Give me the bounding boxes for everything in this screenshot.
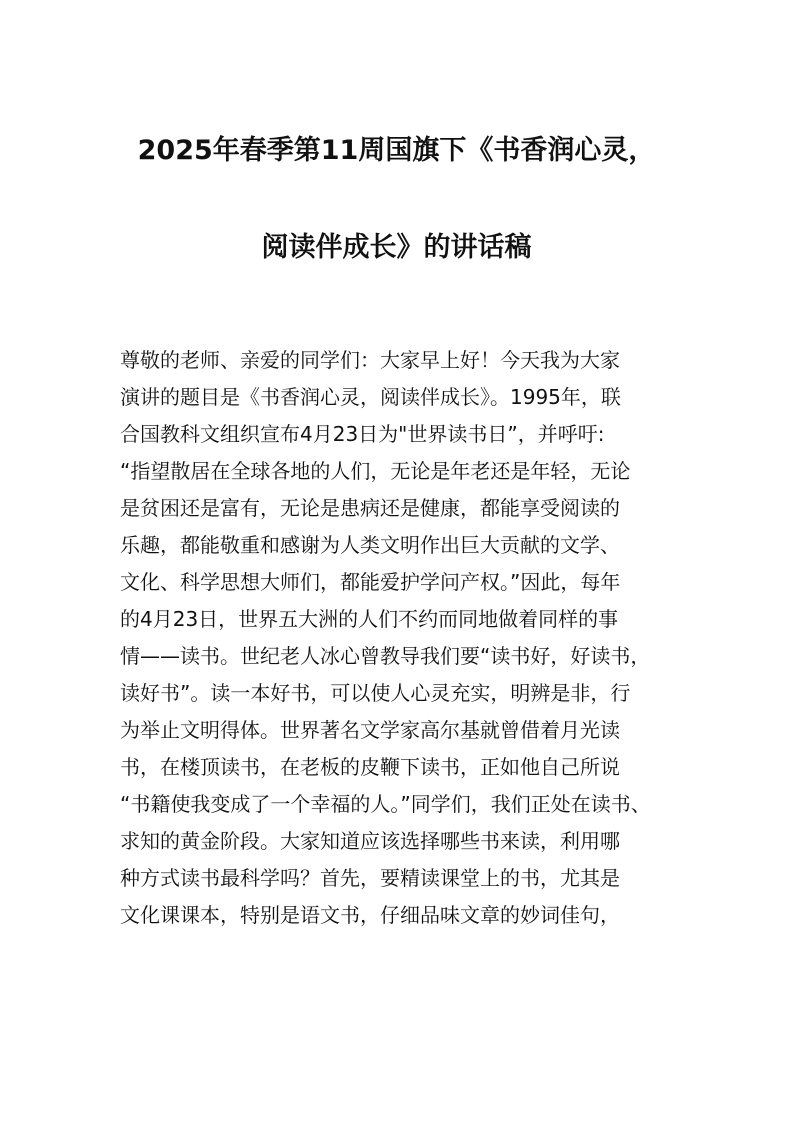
body-line-16: 文化课课本，特别是语文书，仔细品味文章的妙词佳句， [120, 903, 620, 927]
body-line-1: 尊敬的老师、亲爱的同学们：大家早上好！今天我为大家 [120, 348, 620, 372]
document-title-line-1: 2025年春季第11周国旗下《书香润心灵， [137, 135, 656, 166]
body-line-6: 乐趣，都能敬重和感谢为人类文明作出巨大贡献的文学、 [120, 533, 620, 557]
body-line-13: “书籍使我变成了一个幸福的人。”同学们，我们正处在读书、 [120, 792, 651, 816]
body-line-12: 书，在楼顶读书，在老板的皮鞭下读书，正如他自己所说 [120, 755, 620, 779]
body-line-14: 求知的黄金阶段。大家知道应该选择哪些书来读，利用哪 [120, 829, 620, 853]
body-line-11: 为举止文明得体。世界著名文学家高尔基就曾借着月光读 [120, 718, 620, 742]
body-line-15: 种方式读书最科学吗？首先，要精读课堂上的书，尤其是 [120, 866, 620, 890]
body-line-5: 是贫困还是富有，无论是患病还是健康，都能享受阅读的 [120, 496, 620, 520]
body-line-8: 的4月23日，世界五大洲的人们不约而同地做着同样的事 [120, 607, 619, 631]
body-line-10: 读好书”。读一本好书，可以使人心灵充实，明辨是非，行 [120, 681, 631, 705]
body-line-9: 情——读书。世纪老人冰心曾教导我们要“读书好，好读书， [120, 644, 651, 668]
body-line-3: 合国教科文组织宣布4月23日为"世界读书日”，并呼吁: [120, 422, 605, 446]
body-line-4: “指望散居在全球各地的人们，无论是年老还是年轻，无论 [120, 459, 631, 483]
body-line-7: 文化、科学思想大师们，都能爱护学问产权。”因此，每年 [120, 570, 621, 594]
speech-body [120, 342, 690, 934]
body-line-2: 演讲的题目是《书香润心灵，阅读伴成长》。1995年，联 [120, 385, 621, 409]
document-title-line-2: 阅读伴成长》的讲话稿 [261, 232, 532, 263]
